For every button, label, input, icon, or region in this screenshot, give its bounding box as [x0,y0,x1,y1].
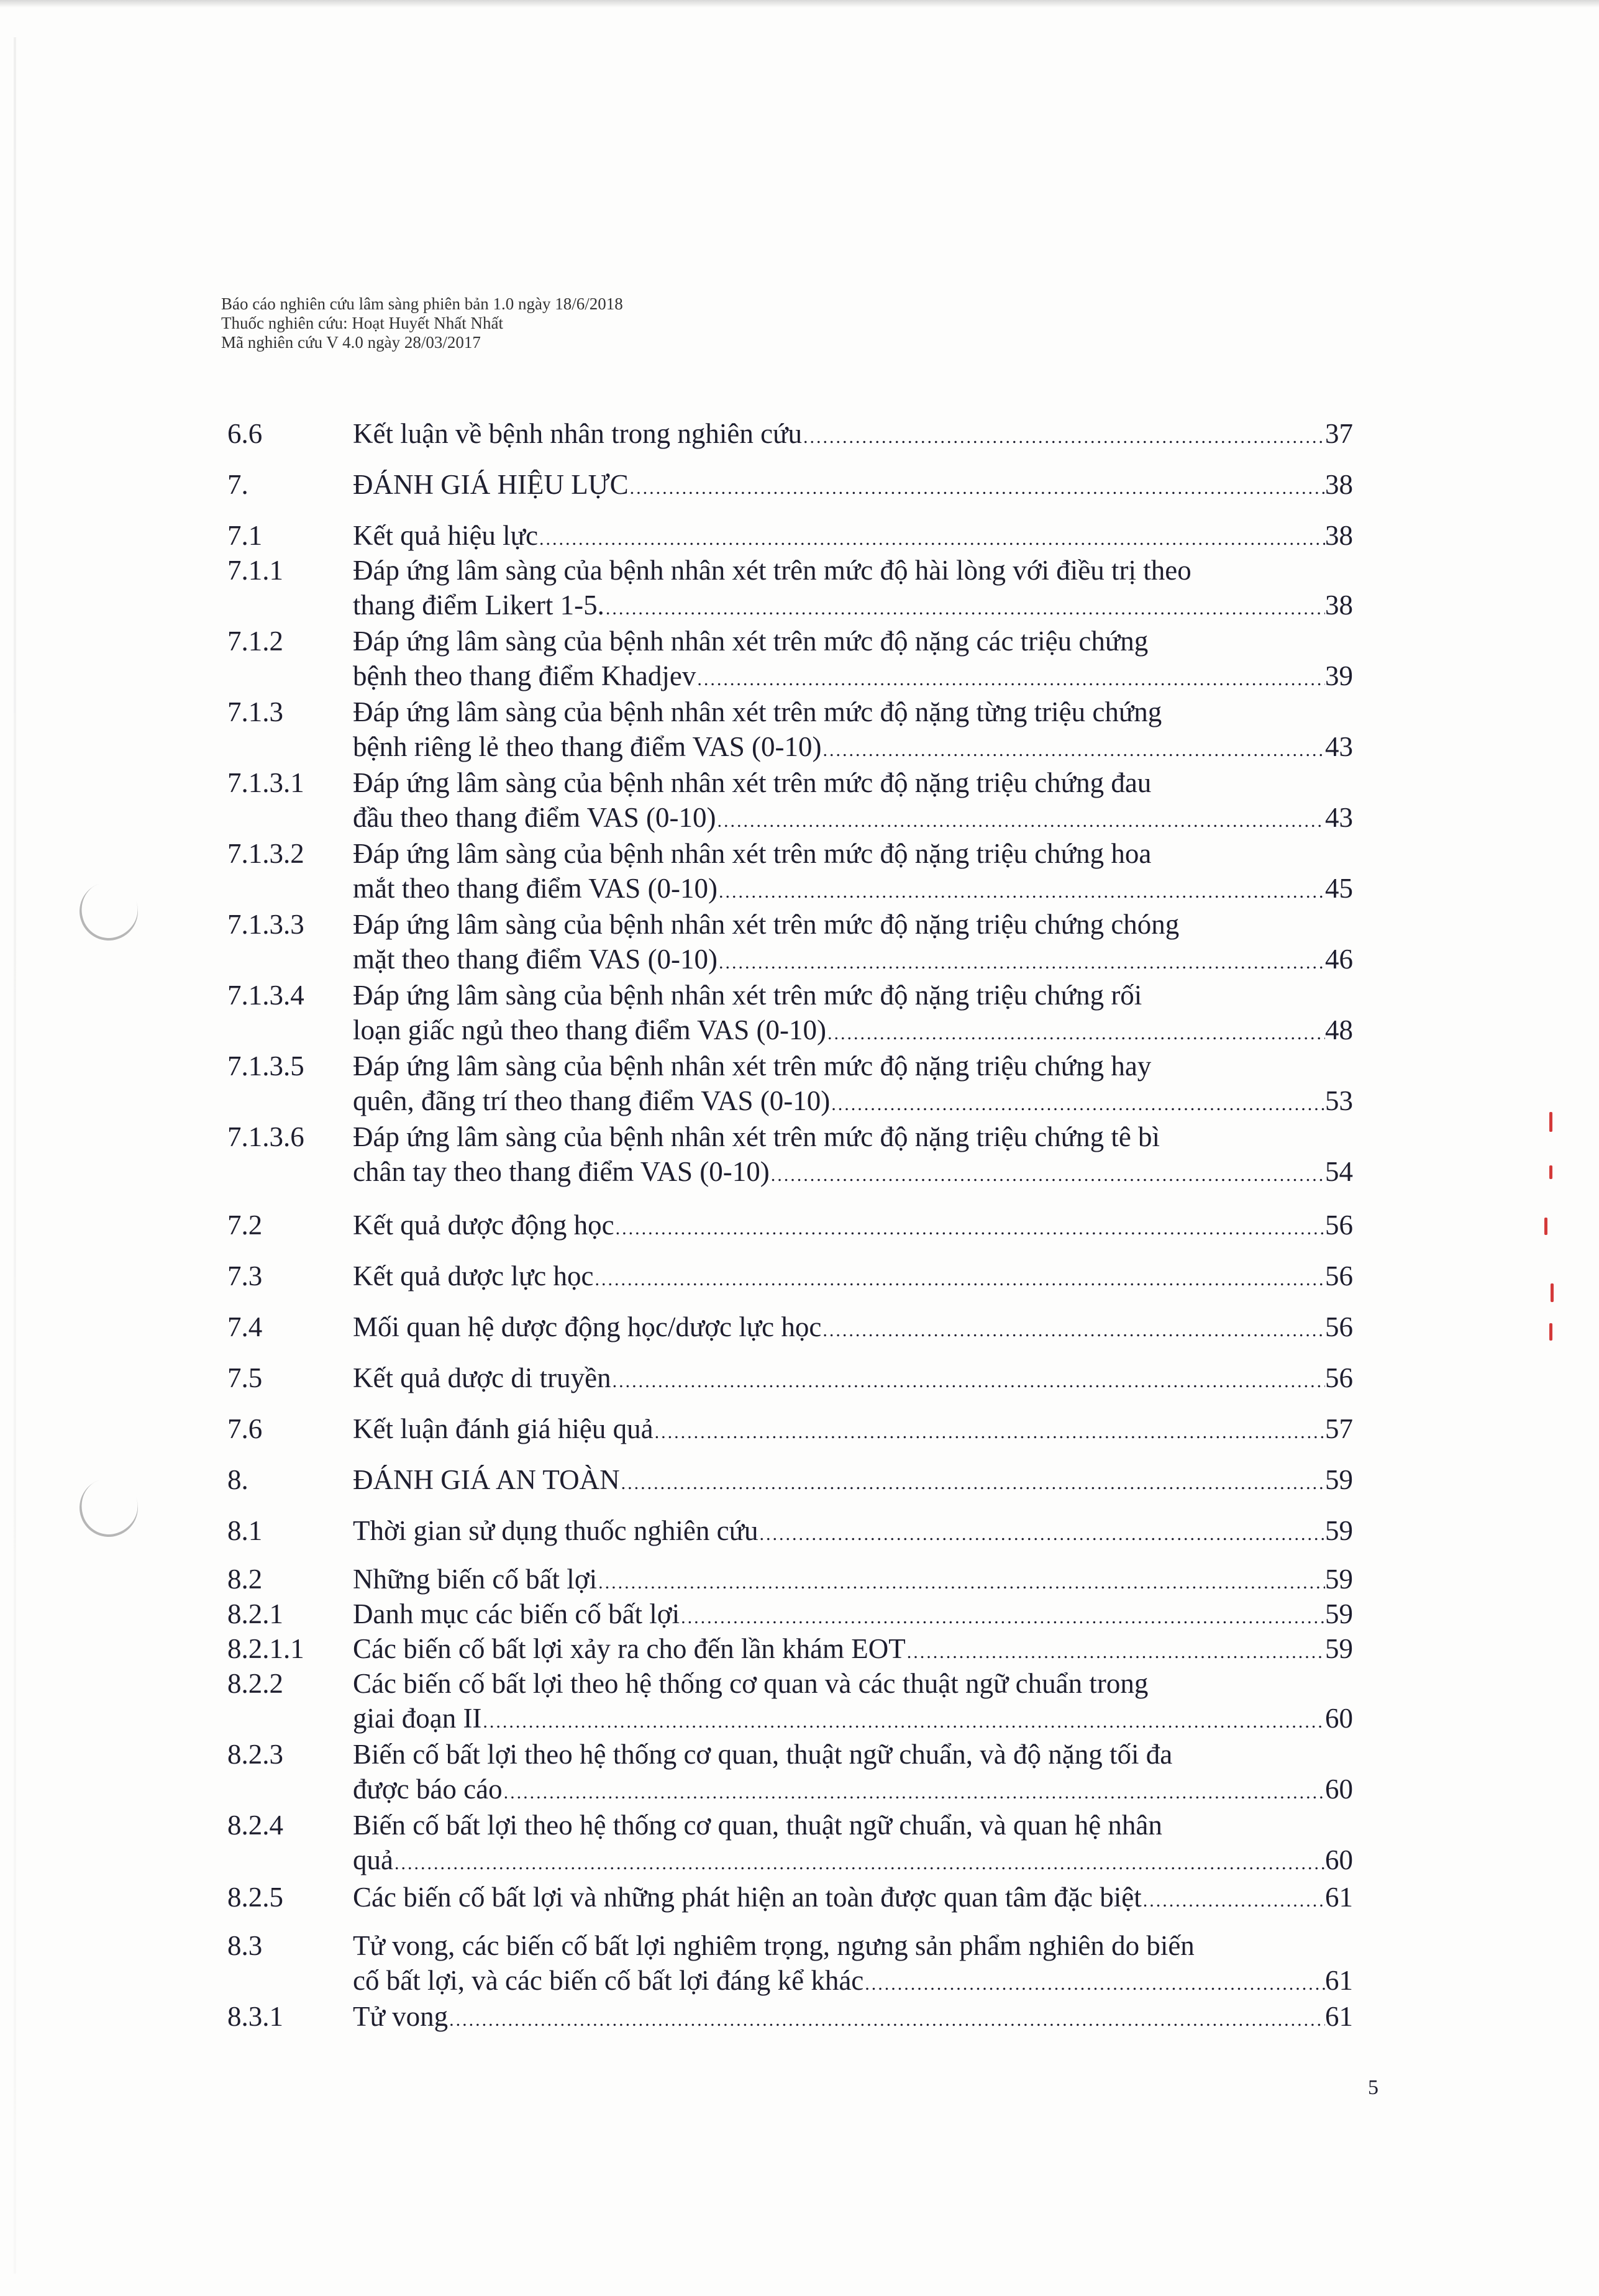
toc-entry-text [353,1310,1353,1348]
toc-entry-title: loạn giấc ngủ theo thang điểm VAS (0-10) [353,1014,826,1046]
toc-entry-title: Kết quả hiệu lực [353,520,539,551]
toc-entry-title-line: Đáp ứng lâm sàng của bệnh nhân xét trên mức độ nặng từng triệu chứng [353,696,1162,727]
toc-entry-text [353,1562,1353,1600]
toc-dot-leader [654,1415,1325,1450]
toc-entry-number: 8.1 [227,1515,263,1546]
toc-entry-title: Mối quan hệ dược động học/dược lực học [353,1311,822,1342]
toc-entry-text [353,1631,1353,1670]
toc-entry-page: 60 [1325,1774,1353,1805]
toc-entry-title: mắt theo thang điểm VAS (0-10) [353,873,718,904]
header-study-code-line: Mã nghiên cứu V 4.0 ngày 28/03/2017 [221,333,481,352]
toc-entry-title: ĐÁNH GIÁ AN TOÀN [353,1464,620,1495]
toc-entry-number: 8. [227,1464,248,1495]
toc-dot-leader [821,733,1325,768]
toc-entry-title-line: Đáp ứng lâm sàng của bệnh nhân xét trên mức độ nặng triệu chứng đau [353,767,1152,798]
toc-entry-title-line: Tử vong, các biến cố bất lợi nghiêm trọng, ngưng sản phẩm nghiên do biến [353,1930,1195,1961]
toc-entry-text [353,416,1353,455]
toc-dot-leader [821,1313,1325,1348]
toc-entry-title: quên, đãng trí theo thang điểm VAS (0-10) [353,1085,831,1116]
toc-entry-title: Thời gian sử dụng thuốc nghiên cứu [353,1515,758,1546]
toc-entry-number: 8.2.1.1 [227,1633,304,1664]
toc-dot-leader [696,662,1325,697]
toc-entry-number: 7.3 [227,1260,263,1292]
toc-entry-title: Kết quả dược động học [353,1210,614,1241]
toc-dot-leader [718,945,1325,980]
toc-dot-leader [611,1364,1325,1399]
toc-entry-page: 48 [1325,1014,1353,1046]
toc-entry-title: chân tay theo thang điểm VAS (0-10) [353,1156,770,1187]
toc-entry-number: 7.1.3.3 [227,909,304,940]
toc-dot-leader [826,1016,1325,1051]
toc-entry-title: quả [353,1844,393,1875]
toc-entry-title: Các biến cố bất lợi và những phát hiện an toàn được quan tâm đặc biệt [353,1882,1142,1913]
toc-entry-number: 7.5 [227,1362,263,1393]
toc-entry-page: 61 [1325,1882,1353,1913]
toc-dot-leader [481,1705,1325,1739]
toc-entry-number: 7.1.1 [227,555,283,586]
toc-entry-title: bệnh riêng lẻ theo thang điểm VAS (0-10) [353,731,822,762]
toc-entry-title: ĐÁNH GIÁ HIỆU LỰC [353,469,629,500]
toc-dot-leader [620,1466,1325,1501]
toc-entry-text [353,907,1353,980]
toc-entry-page: 61 [1325,2001,1353,2032]
toc-entry-title: giai đoạn II [353,1703,482,1734]
toc-entry-number: 8.2.4 [227,1810,283,1841]
toc-dot-leader [716,804,1325,839]
toc-entry-text [353,978,1353,1051]
toc-entry-number: 7.1.3 [227,696,283,727]
toc-entry-text [353,1411,1353,1450]
toc-entry-text [353,1462,1353,1501]
toc-entry-text [353,836,1353,909]
toc-entry-number: 7.1.2 [227,626,283,657]
toc-entry-title-line: Đáp ứng lâm sàng của bệnh nhân xét trên mức độ nặng triệu chứng tê bì [353,1121,1160,1152]
toc-entry-text [353,1049,1353,1122]
toc-entry-title-line: Đáp ứng lâm sàng của bệnh nhân xét trên mức độ nặng triệu chứng hoa [353,838,1152,869]
toc-entry-title: Danh mục các biến cố bất lợi [353,1598,680,1629]
toc-entry-text [353,1928,1353,2002]
toc-dot-leader [802,420,1325,455]
toc-entry-title: được báo cáo [353,1774,503,1805]
toc-entry-page: 45 [1325,873,1353,904]
toc-dot-leader [718,875,1325,909]
page-number: 5 [1368,2076,1378,2099]
toc-entry-text [353,624,1353,697]
toc-entry-number: 8.2 [227,1564,263,1595]
toc-entry-title: bệnh theo thang điểm Khadjev [353,660,696,691]
toc-entry-page: 38 [1325,469,1353,500]
toc-dot-leader [906,1635,1325,1670]
toc-entry-number: 8.3 [227,1930,263,1961]
toc-entry-text [353,1737,1353,1810]
toc-entry-number: 8.2.1 [227,1598,283,1629]
toc-entry-page: 43 [1325,802,1353,833]
toc-entry-number: 7.2 [227,1210,263,1241]
toc-entry-page: 37 [1325,418,1353,449]
toc-dot-leader [629,471,1325,506]
toc-entry-number: 7.6 [227,1413,263,1444]
toc-entry-number: 7.1 [227,520,263,551]
toc-entry-text [353,1259,1353,1297]
toc-entry-text [353,1808,1353,1881]
toc-entry-text [353,1208,1353,1246]
toc-entry-title: cố bất lợi, và các biến cố bất lợi đáng kể khác [353,1965,864,1996]
toc-entry-page: 39 [1325,660,1353,691]
toc-entry-page: 54 [1325,1156,1353,1187]
toc-entry-page: 59 [1325,1464,1353,1495]
toc-entry-title-line: Đáp ứng lâm sàng của bệnh nhân xét trên mức độ nặng triệu chứng rối [353,980,1142,1011]
toc-entry-page: 56 [1325,1260,1353,1292]
toc-dot-leader [1142,1884,1325,1918]
header-drug-line: Thuốc nghiên cứu: Hoạt Huyết Nhất Nhất [221,314,504,332]
toc-entry-text [353,518,1353,557]
toc-entry-title: Những biến cố bất lợi [353,1564,598,1595]
header-report-line: Báo cáo nghiên cứu lâm sàng phiên bản 1.0 ngày 18/6/2018 [221,294,623,313]
toc-entry-text [353,1999,1353,2038]
toc-entry-title-line: Đáp ứng lâm sàng của bệnh nhân xét trên mức độ hài lòng với điều trị theo [353,555,1191,586]
toc-dot-leader [614,1211,1325,1246]
toc-entry-number: 7.1.3.5 [227,1050,304,1082]
toc-entry-title: mặt theo thang điểm VAS (0-10) [353,944,718,975]
toc-entry-page: 43 [1325,731,1353,762]
toc-entry-title-line: Biến cố bất lợi theo hệ thống cơ quan, thuật ngữ chuẩn, và độ nặng tối đa [353,1739,1173,1770]
toc-dot-leader [863,1967,1325,2002]
toc-entry-text [353,1119,1353,1193]
toc-dot-leader [597,1565,1325,1600]
toc-entry-page: 53 [1325,1085,1353,1116]
toc-entry-title-line: Các biến cố bất lợi theo hệ thống cơ quan và các thuật ngữ chuẩn trong [353,1668,1149,1699]
toc-entry-number: 8.2.2 [227,1668,283,1699]
toc-entry-page: 59 [1325,1598,1353,1629]
toc-entry-text [353,553,1353,626]
toc-entry-page: 59 [1325,1633,1353,1664]
toc-entry-page: 59 [1325,1515,1353,1546]
toc-entry-title: Tử vong [353,2001,449,2032]
toc-entry-text [353,1513,1353,1552]
toc-entry-page: 38 [1325,590,1353,621]
toc-entry-title-line: Đáp ứng lâm sàng của bệnh nhân xét trên mức độ nặng triệu chứng chóng [353,909,1180,940]
toc-entry-page: 56 [1325,1210,1353,1241]
toc-entry-number: 7.1.3.1 [227,767,304,798]
toc-entry-number: 6.6 [227,418,263,449]
toc-dot-leader [503,1775,1325,1810]
toc-entry-text [353,695,1353,768]
toc-entry-page: 61 [1325,1965,1353,1996]
toc-dot-leader [604,591,1325,626]
toc-entry-title-line: Đáp ứng lâm sàng của bệnh nhân xét trên mức độ nặng triệu chứng hay [353,1050,1152,1082]
toc-entry-number: 7.4 [227,1311,263,1342]
toc-entry-text [353,1666,1353,1739]
toc-entry-text [353,1597,1353,1635]
toc-entry-number: 8.2.5 [227,1882,283,1913]
toc-entry-page: 60 [1325,1844,1353,1875]
toc-entry-page: 60 [1325,1703,1353,1734]
toc-entry-number: 7.1.3.6 [227,1121,304,1152]
toc-entry-page: 56 [1325,1311,1353,1342]
toc-entry-title: Các biến cố bất lợi xảy ra cho đến lần khám EOT [353,1633,906,1664]
toc-dot-leader [593,1262,1325,1297]
toc-entry-title-line: Biến cố bất lợi theo hệ thống cơ quan, thuật ngữ chuẩn, và quan hệ nhân [353,1810,1162,1841]
toc-entry-title: Kết quả dược di truyền [353,1362,611,1393]
toc-dot-leader [680,1600,1325,1635]
toc-entry-number: 7.1.3.4 [227,980,304,1011]
toc-entry-text [353,765,1353,839]
toc-dot-leader [770,1158,1325,1193]
toc-entry-number: 7.1.3.2 [227,838,304,869]
toc-entry-title-line: Đáp ứng lâm sàng của bệnh nhân xét trên mức độ nặng các triệu chứng [353,626,1149,657]
toc-entry-title: đầu theo thang điểm VAS (0-10) [353,802,716,833]
toc-entry-page: 56 [1325,1362,1353,1393]
toc-entry-number: 8.2.3 [227,1739,283,1770]
toc-entry-text [353,1880,1353,1918]
toc-entry-title: thang điểm Likert 1-5. [353,590,604,621]
toc-entry-title: Kết luận đánh giá hiệu quả [353,1413,654,1444]
toc-dot-leader [448,2003,1325,2038]
toc-entry-text [353,1360,1353,1399]
toc-entry-title: Kết luận về bệnh nhân trong nghiên cứu [353,418,802,449]
toc-entry-number: 7. [227,469,248,500]
toc-dot-leader [830,1087,1325,1122]
toc-entry-number: 8.3.1 [227,2001,283,2032]
toc-dot-leader [538,522,1325,557]
toc-entry-text [353,467,1353,506]
toc-dot-leader [393,1846,1325,1881]
toc-entry-page: 57 [1325,1413,1353,1444]
toc-entry-page: 38 [1325,520,1353,551]
toc-dot-leader [758,1517,1325,1552]
toc-entry-page: 46 [1325,944,1353,975]
toc-entry-title: Kết quả dược lực học [353,1260,594,1292]
toc-entry-page: 59 [1325,1564,1353,1595]
